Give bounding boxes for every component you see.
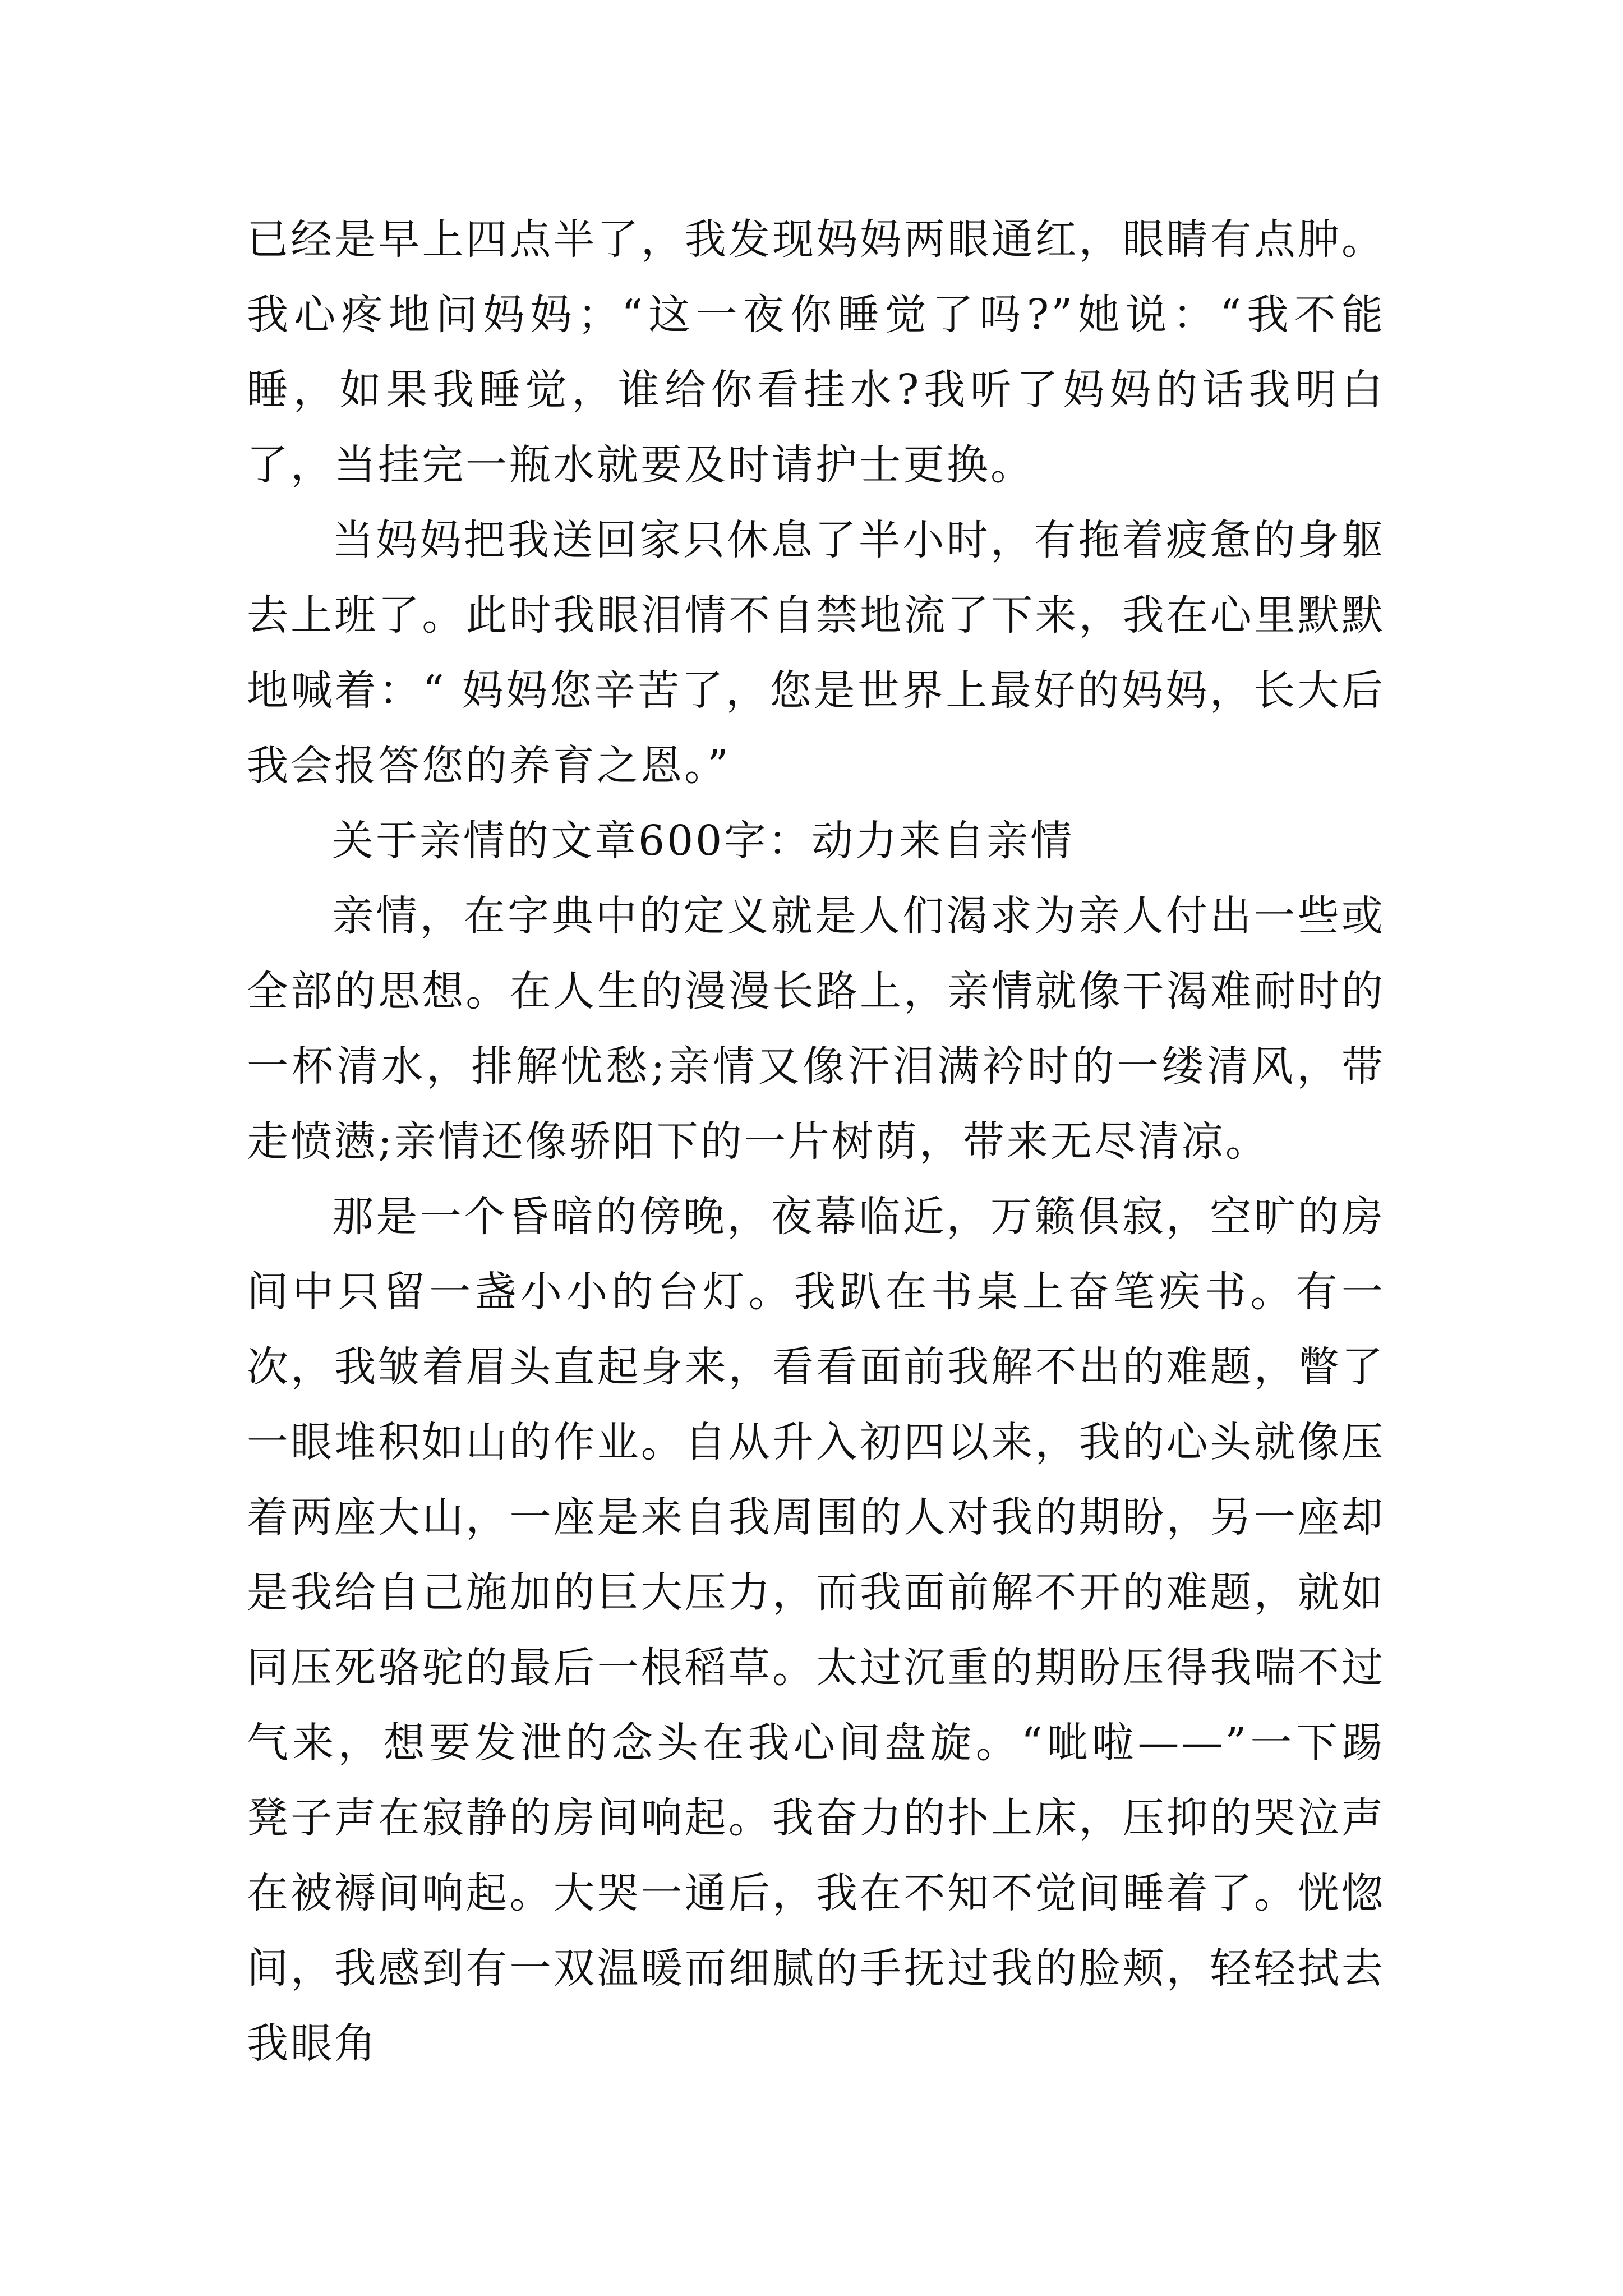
document-body xyxy=(247,202,1385,2081)
paragraph: 当妈妈把我送回家只休息了半小时，有拖着疲惫的身躯去上班了。此时我眼泪情不自禁地流了下来，我在心里默默地喊着：“ 妈妈您辛苦了，您是世界上最好的妈妈，长大后我会报答您的养育之恩。” xyxy=(247,516,1385,790)
paragraph: 亲情，在字典中的定义就是人们渴求为亲人付出一些或全部的思想。在人生的漫漫长路上，亲情就像干渴难耐时的一杯清水，排解忧愁;亲情又像汗泪满衿时的一缕清风，带走愤懑;亲情还像骄阳下的一片树荫，带来无尽清凉。 xyxy=(247,892,1385,1166)
paragraph: 那是一个昏暗的傍晚，夜幕临近，万籁俱寂，空旷的房间中只留一盏小小的台灯。我趴在书桌上奋笔疾书。有一次，我皱着眉头直起身来，看看面前我解不出的难题，瞥了一眼堆积如山的作业。自从升入初四以来，我的心头就像压着两座大山，一座是来自我周围的人对我的期盼，另一座却是我给自己施加的巨大压力，而我面前解不开的难题，就如同压死骆驼的最后一根稻草。太过沉重的期盼压得我喘不过气来，想要发泄的念头在我心间盘旋。“呲啦——”一下踢凳子声在寂静的房间响起。我奋力的扑上床，压抑的哭泣声在被褥间响起。大哭一通后，我在不知不觉间睡着了。恍惚间，我感到有一双温暖而细腻的手抚过我的脸颊，轻轻拭去我眼角 xyxy=(247,1193,1385,2068)
section-heading: 关于亲情的文章600字：动力来自亲情 xyxy=(332,817,1075,865)
paragraph-continuation: 已经是早上四点半了，我发现妈妈两眼通红，眼睛有点肿。我心疼地问妈妈；“这一夜你睡觉了吗?”她说：“我不能睡，如果我睡觉，谁给你看挂水?我听了妈妈的话我明白了，当挂完一瓶水就要及时请护士更换。 xyxy=(247,215,1385,489)
